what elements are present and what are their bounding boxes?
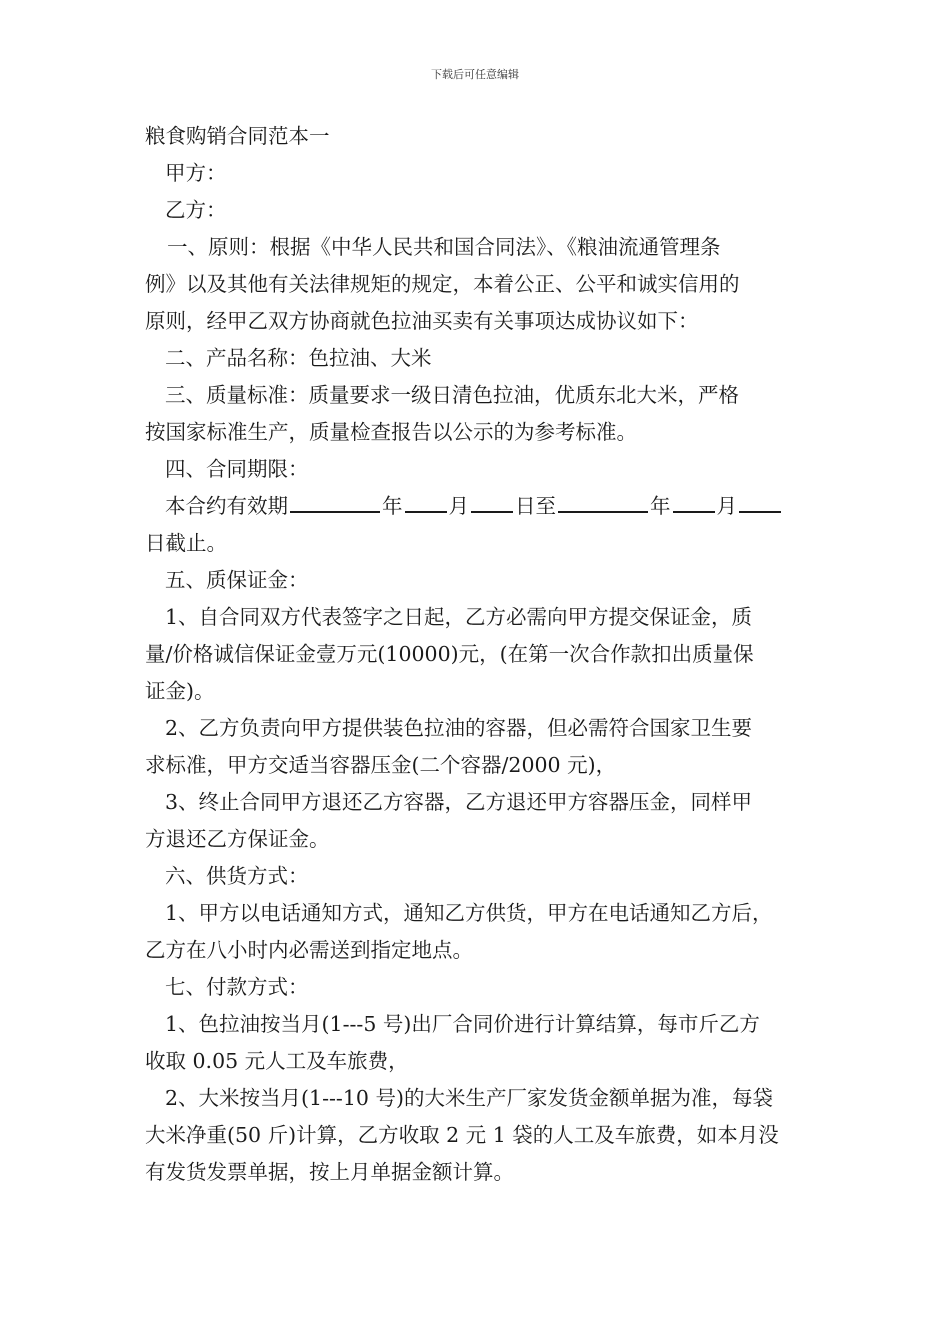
document-title: 粮食购销合同范本一: [145, 124, 330, 148]
section-7-p1-line-1: 1、色拉油按当月(1---5 号)出厂合同价进行计算结算，每市斤乙方: [165, 1012, 760, 1036]
term-year-1: 年: [382, 494, 403, 518]
section-6-p1-line-1: 1、甲方以电话通知方式，通知乙方供货，甲方在电话通知乙方后，: [165, 901, 773, 925]
section-4-heading: 四、合同期限：: [165, 457, 309, 481]
section-3-line-1: 三、质量标准：质量要求一级日清色拉油，优质东北大米，严格: [165, 383, 739, 407]
section-5-p2-line-2: 求标准，甲方交适当容器压金(二个容器/2000 元)，: [145, 753, 617, 777]
section-2: 二、产品名称：色拉油、大米: [165, 346, 432, 370]
blank-end-year: [558, 497, 648, 513]
header-note: 下载后可任意编辑: [431, 68, 519, 81]
section-7-p1-line-2: 收取 0.05 元人工及车旅费，: [145, 1049, 409, 1073]
blank-start-year: [290, 497, 380, 513]
section-7-heading: 七、付款方式：: [165, 975, 309, 999]
section-1-line-3: 原则，经甲乙双方协商就色拉油买卖有关事项达成协议如下：: [145, 309, 699, 333]
section-7-p2-line-3: 有发货发票单据，按上月单据金额计算。: [145, 1160, 514, 1184]
section-5-p3-line-2: 方退还乙方保证金。: [145, 827, 330, 851]
term-end: 日截止。: [145, 531, 227, 555]
document-body: [145, 118, 813, 1191]
section-6-heading: 六、供货方式：: [165, 864, 309, 888]
term-day-to: 日至: [515, 494, 556, 518]
term-month-1: 月: [448, 494, 469, 518]
section-7-p2-line-1: 2、大米按当月(1---10 号)的大米生产厂家发货金额单据为准，每袋: [165, 1086, 773, 1110]
party-b-label: 乙方：: [165, 198, 227, 222]
blank-end-month: [673, 497, 715, 513]
section-5-p1-line-3: 证金)。: [145, 679, 215, 703]
term-prefix: 本合约有效期: [165, 494, 288, 518]
term-year-2: 年: [650, 494, 671, 518]
term-month-2: 月: [716, 494, 737, 518]
blank-end-day: [739, 497, 781, 513]
section-6-p1-line-2: 乙方在八小时内必需送到指定地点。: [145, 938, 473, 962]
section-5-heading: 五、质保证金：: [165, 568, 309, 592]
section-3-line-2: 按国家标准生产，质量检查报告以公示的为参考标准。: [145, 420, 637, 444]
blank-start-day: [471, 497, 513, 513]
blank-start-month: [405, 497, 447, 513]
section-1-line-2: 例》以及其他有关法律规矩的规定，本着公正、公平和诚实信用的: [145, 272, 740, 296]
section-5-p3-line-1: 3、终止合同甲方退还乙方容器，乙方退还甲方容器压金，同样甲: [165, 790, 753, 814]
section-7-p2-line-2: 大米净重(50 斤)计算，乙方收取 2 元 1 袋的人工及车旅费，如本月没: [145, 1123, 779, 1147]
section-5-p1-line-1: 1、自合同双方代表签字之日起，乙方必需向甲方提交保证金，质: [165, 605, 753, 629]
section-5-p2-line-1: 2、乙方负责向甲方提供装色拉油的容器，但必需符合国家卫生要: [165, 716, 753, 740]
contract-term-line: [145, 488, 813, 525]
section-1-line-1: 一、原则：根据《中华人民共和国合同法》、《粮油流通管理条: [167, 235, 721, 259]
section-5-p1-line-2: 量/价格诚信保证金壹万元(10000)元，(在第一次合作款扣出质量保: [145, 642, 754, 666]
party-a-label: 甲方：: [165, 161, 227, 185]
